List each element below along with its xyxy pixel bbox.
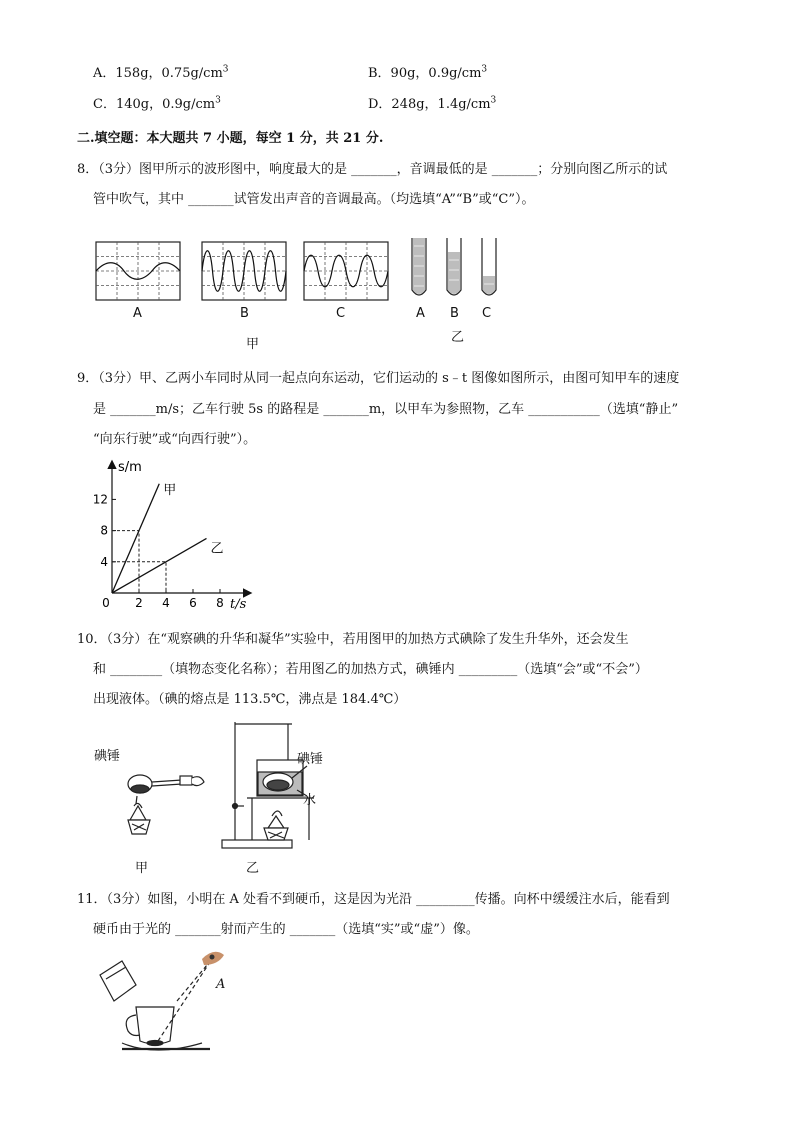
pouring-beaker: [100, 961, 136, 1001]
q8-line1: 8．（3分）图甲所示的波形图中，响度最大的是 _______，音调最低的是 _______；分别向图乙所示的试: [77, 162, 668, 177]
eye-icon: [202, 952, 224, 965]
hammer-label-yi: 碘锤: [297, 752, 324, 767]
wave-label-c: C: [336, 306, 346, 321]
cup: [136, 1007, 174, 1044]
q11-line2: 硬币由于光的 _______射而产生的 _______（选填“实”或“虚”）像。: [93, 922, 479, 937]
x-tick-label: 0: [102, 596, 110, 610]
fig-label-jia: 甲: [246, 337, 260, 352]
x-tick-label: 2: [135, 596, 143, 610]
fig-label-yi: 乙: [451, 330, 465, 345]
q9-line2: 是 _______m/s；乙车行驶 5s 的路程是 _______m，以甲车为参照物，乙车 ___________（选填“静止”: [93, 402, 679, 417]
tube-label-c: C: [482, 306, 492, 321]
tube-label-a: A: [416, 306, 425, 321]
wave-label-b: B: [240, 306, 249, 321]
tube-label-b: B: [450, 306, 459, 321]
choice-c: C．140g，$0.9g/cm^3$: [93, 95, 221, 112]
section-heading: 二.填空题：本大题共 7 小题，每空 1 分，共 21 分.: [77, 131, 384, 146]
choice-b: B．90g，$0.9g/cm^3$: [368, 64, 488, 81]
q10-line2: 和 ________（填物态变化名称）；若用图乙的加热方式，碘锤内 _________（选填“会”或“不会”）: [93, 662, 648, 677]
series-label-yi: 乙: [210, 541, 224, 557]
tube-water: [413, 238, 495, 294]
q9-line3: “向东行驶”或“向西行驶”）。: [93, 432, 257, 447]
q11-line1: 11．（3分）如图，小明在 A 处看不到硬币，这是因为光沿 _________传播。向杯中缓缓注水后，能看到: [77, 892, 670, 907]
s-t-chart: [92, 458, 272, 616]
x-axis-label: t/s: [230, 597, 247, 612]
x-tick-label: 8: [216, 596, 224, 610]
hammer-label-jia: 碘锤: [94, 749, 121, 764]
iodine-hammer-direct: [128, 775, 204, 834]
series-line-jia: [112, 484, 159, 593]
waveform-a: [96, 242, 180, 300]
water-label: 水: [303, 793, 317, 808]
y-tick-label: 4: [100, 554, 108, 569]
water-bath-stand: [222, 722, 317, 848]
q10-line1: 10．（3分）在“观察碘的升华和凝华”实验中，若用图甲的加热方式碘除了发生升华外，还会发生: [77, 632, 629, 647]
q9-line1: 9．（3分）甲、乙两小车同时从同一起点向东运动，它们运动的 s﹣t 图像如图所示，由图可知甲车的速度: [77, 371, 680, 386]
x-tick-label: 4: [162, 596, 170, 610]
fig10-label-jia: 甲: [135, 861, 149, 876]
cup-coin-figure: [92, 945, 232, 1060]
waveform-c: [304, 242, 388, 300]
q10-line3: 出现液体。（碘的熔点是 113.5℃，沸点是 184.4℃）: [93, 692, 407, 707]
y-tick-label: 8: [100, 523, 108, 538]
series-line-yi: [112, 538, 207, 593]
y-tick-label: 12: [92, 492, 108, 507]
wave-label-a: A: [133, 306, 142, 321]
y-axis-label: s/m: [118, 460, 142, 475]
x-tick-label: 6: [189, 596, 197, 610]
q8-line2: 管中吹气，其中 _______试管发出声音的音调最高。（均选填“A”“B”或“C”）。: [93, 192, 535, 207]
iodine-apparatus-figure: [92, 716, 352, 854]
choice-a: A．158g，$0.75g/cm^3$: [93, 64, 229, 81]
waveform-b: [202, 242, 286, 300]
choice-d: D．248g，$1.4g/cm^3$: [368, 95, 497, 112]
waveform-figure: [92, 238, 512, 348]
fig10-label-yi: 乙: [246, 861, 260, 876]
point-a-label: A: [216, 977, 226, 992]
series-label-jia: 甲: [163, 482, 177, 498]
sight-line: [158, 959, 212, 1041]
